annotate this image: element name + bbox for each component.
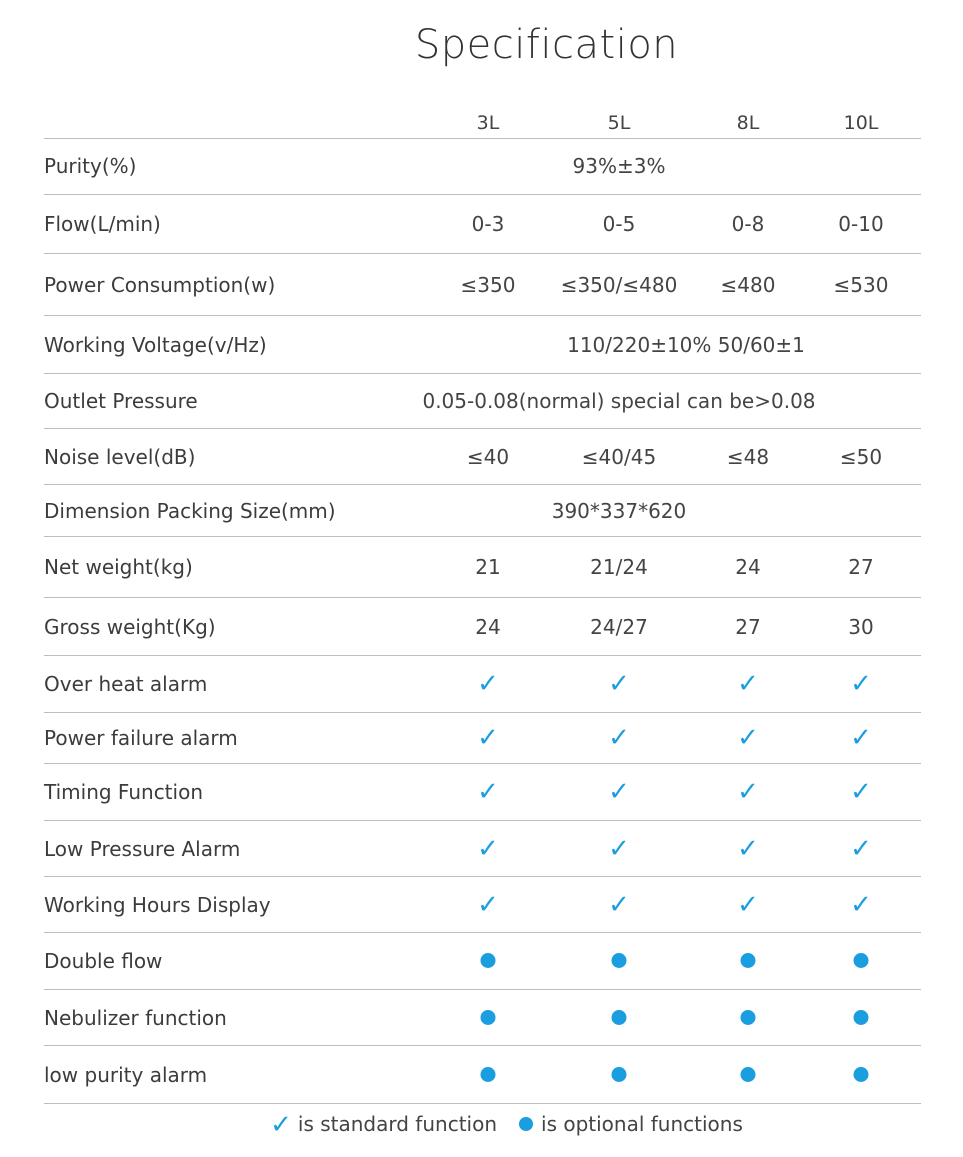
table-row	[44, 537, 921, 598]
check-mark-icon: ✓	[850, 833, 872, 864]
check-mark-icon: ✓	[737, 889, 759, 920]
optional-mark	[612, 1063, 627, 1087]
table-cell: 0-8	[731, 212, 765, 236]
row-label: Outlet Pressure	[44, 389, 198, 413]
table-row	[44, 713, 921, 764]
filled-dot-icon	[519, 1117, 533, 1131]
row-label: Power Consumption(w)	[44, 272, 276, 297]
row-label: Double flow	[44, 949, 163, 973]
filled-dot-icon	[854, 953, 869, 968]
optional-mark	[854, 949, 869, 973]
table-cell: ≤530	[833, 272, 889, 297]
check-mark-icon: ✓	[608, 669, 630, 699]
legend-optional-label: is optional functions	[541, 1112, 743, 1136]
filled-dot-icon	[481, 953, 496, 968]
table-cell: 24	[735, 555, 761, 579]
filled-dot-icon	[854, 1067, 869, 1082]
table-row	[44, 374, 921, 429]
table-cell: ≤480	[720, 272, 776, 297]
optional-mark	[481, 1063, 496, 1087]
table-row	[44, 933, 921, 990]
row-label: low purity alarm	[44, 1062, 208, 1087]
table-cell: 24/27	[590, 614, 648, 639]
row-label: Power failure alarm	[44, 726, 238, 750]
optional-mark	[612, 949, 627, 973]
check-mark-icon: ✓	[850, 723, 872, 753]
table-row	[44, 764, 921, 821]
table-row	[44, 598, 921, 656]
table-row	[44, 316, 921, 374]
check-mark-icon: ✓	[850, 889, 872, 920]
row-label: Net weight(kg)	[44, 555, 193, 579]
table-cell: 21/24	[590, 555, 648, 579]
table-cell: 0-3	[471, 212, 505, 236]
check-mark-icon: ✓	[608, 723, 630, 753]
table-cell: ≤50	[839, 444, 883, 469]
column-header-10l: 10L	[843, 112, 879, 134]
row-label: Dimension Packing Size(mm)	[44, 498, 336, 523]
row-label: Nebulizer function	[44, 1005, 227, 1030]
optional-mark	[481, 949, 496, 973]
row-label: Low Pressure Alarm	[44, 836, 241, 861]
table-cell: 0-10	[838, 212, 884, 236]
table-cell: ≤48	[726, 444, 770, 469]
row-label: Working Hours Display	[44, 892, 271, 917]
check-mark-icon: ✓	[477, 669, 499, 699]
page-title: Specification	[414, 22, 679, 68]
check-mark-icon: ✓	[737, 669, 759, 699]
legend	[0, 1112, 963, 1138]
filled-dot-icon	[481, 1067, 496, 1082]
check-mark-icon: ✓	[850, 669, 872, 699]
column-header-5l: 5L	[607, 112, 631, 134]
filled-dot-icon	[612, 1010, 627, 1025]
row-label: Working Voltage(v/Hz)	[44, 332, 267, 357]
optional-mark	[481, 1006, 496, 1030]
spanning-cell: 93%±3%	[572, 154, 666, 178]
check-mark-icon: ✓	[477, 889, 499, 920]
table-header	[44, 104, 921, 139]
row-label: Over heat alarm	[44, 672, 208, 696]
check-mark-icon: ✓	[737, 777, 759, 807]
column-header-8l: 8L	[736, 112, 760, 134]
table-row	[44, 1046, 921, 1104]
row-label: Noise level(dB)	[44, 444, 196, 469]
optional-mark	[854, 1006, 869, 1030]
filled-dot-icon	[741, 1067, 756, 1082]
table-row	[44, 877, 921, 933]
optional-mark	[854, 1063, 869, 1087]
check-mark-icon: ✓	[270, 1110, 292, 1140]
spec-table	[44, 138, 921, 1104]
filled-dot-icon	[612, 953, 627, 968]
check-mark-icon: ✓	[608, 833, 630, 864]
check-mark-icon: ✓	[477, 833, 499, 864]
row-label: Timing Function	[44, 780, 203, 804]
row-label: Flow(L/min)	[44, 212, 161, 236]
table-cell: ≤40	[466, 444, 510, 469]
table-cell: 30	[848, 614, 874, 639]
check-mark-icon: ✓	[737, 833, 759, 864]
table-row	[44, 138, 921, 195]
table-row	[44, 195, 921, 254]
table-cell: 24	[475, 614, 501, 639]
filled-dot-icon	[481, 1010, 496, 1025]
table-cell: ≤40/45	[581, 444, 657, 469]
check-mark-icon: ✓	[608, 889, 630, 920]
row-label: Purity(%)	[44, 154, 137, 178]
optional-mark	[612, 1006, 627, 1030]
check-mark-icon: ✓	[477, 777, 499, 807]
row-label: Gross weight(Kg)	[44, 614, 216, 639]
filled-dot-icon	[741, 953, 756, 968]
check-mark-icon: ✓	[608, 777, 630, 807]
optional-mark	[741, 1063, 756, 1087]
spanning-cell: 0.05-0.08(normal) special can be>0.08	[422, 389, 816, 413]
filled-dot-icon	[741, 1010, 756, 1025]
table-cell: 27	[848, 555, 874, 579]
filled-dot-icon	[612, 1067, 627, 1082]
spanning-cell: 390*337*620	[551, 498, 687, 523]
table-row	[44, 429, 921, 485]
table-row	[44, 990, 921, 1046]
column-header-3l: 3L	[476, 112, 500, 134]
table-row	[44, 656, 921, 713]
legend-standard-label: is standard function	[297, 1112, 498, 1136]
spanning-cell: 110/220±10% 50/60±1	[567, 332, 805, 357]
optional-mark	[741, 1006, 756, 1030]
check-mark-icon: ✓	[737, 723, 759, 753]
table-cell: 27	[735, 614, 761, 639]
check-mark-icon: ✓	[477, 723, 499, 753]
filled-dot-icon	[854, 1010, 869, 1025]
table-cell: 21	[475, 555, 501, 579]
table-cell: 0-5	[602, 212, 636, 236]
check-mark-icon: ✓	[850, 777, 872, 807]
table-row	[44, 254, 921, 316]
optional-mark	[741, 949, 756, 973]
table-cell: ≤350/≤480	[560, 272, 678, 297]
table-cell: ≤350	[460, 272, 516, 297]
table-row	[44, 485, 921, 537]
table-row	[44, 821, 921, 877]
